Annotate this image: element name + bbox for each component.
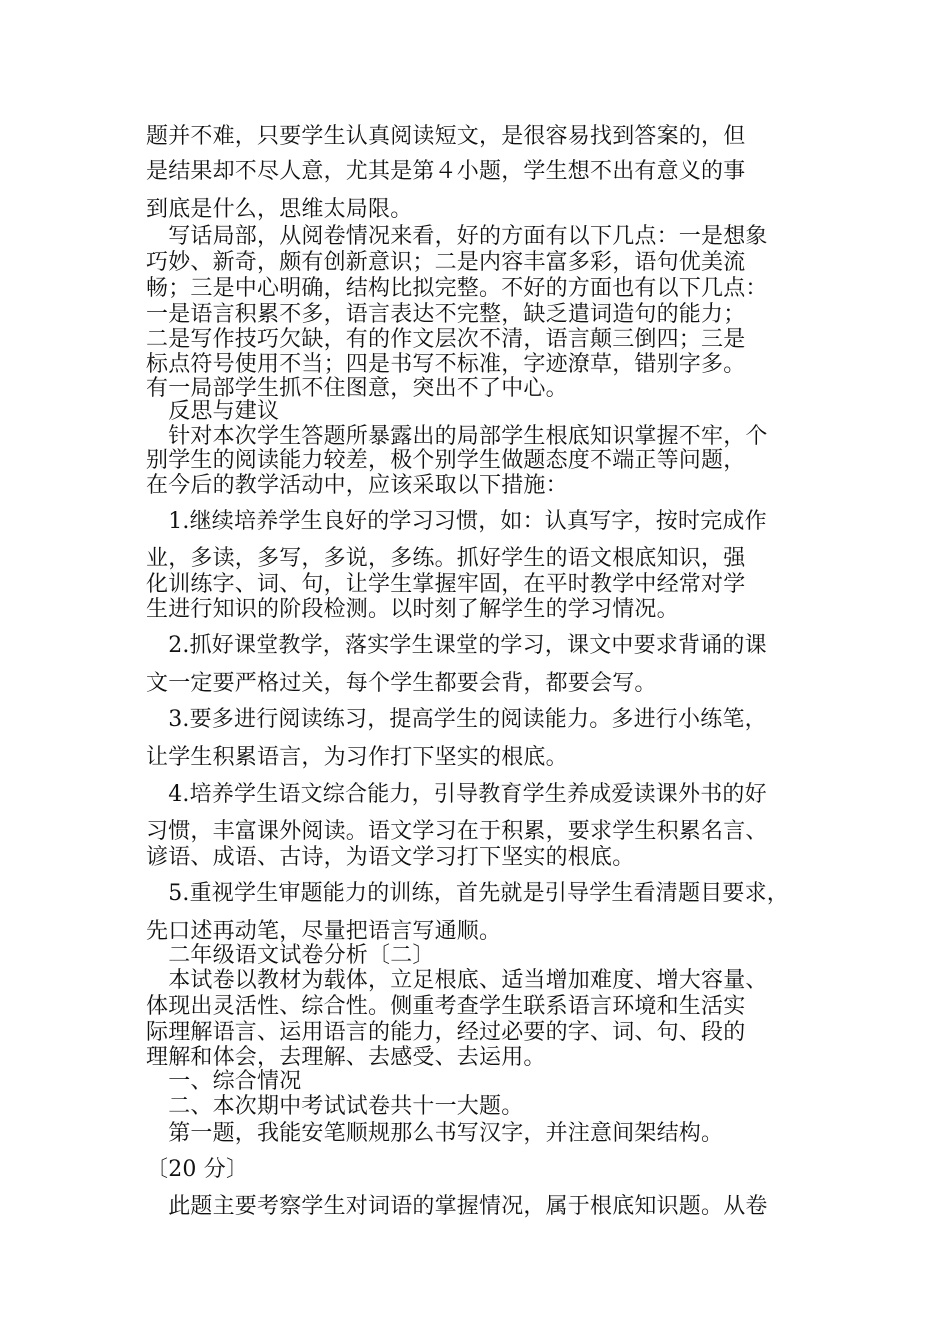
text-line: 一是语言积累不多，语言表达不完整，缺乏遣词造句的能力； — [146, 302, 746, 327]
text-line: 写话局部，从阅卷情况来看，好的方面有以下几点：一是想象 — [146, 224, 768, 249]
text-line: 3.要多进行阅读练习，提高学生的阅读能力。多进行小练笔， — [146, 707, 767, 732]
section-heading: 反思与建议 — [146, 399, 280, 424]
text-line: 习惯，丰富课外阅读。语文学习在于积累，要求学生积累名言、 — [146, 819, 768, 844]
text-line: 生进行知识的阶段检测。以时刻了解学生的学习情况。 — [146, 597, 679, 622]
text-line: 化训练字、词、句，让学生掌握牢固，在平时教学中经常对学 — [146, 572, 746, 597]
text-line: 业，多读，多写，多说，多练。抓好学生的语文根底知识，强 — [146, 546, 746, 571]
text-line: 有一局部学生抓不住图意，突出不了中心。 — [146, 376, 568, 401]
section-heading: 二年级语文试卷分析〔二〕 — [146, 943, 435, 968]
text-line: 针对本次学生答题所暴露出的局部学生根底知识掌握不牢，个 — [146, 424, 768, 449]
text-line: 到底是什么，思维太局限。 — [146, 197, 413, 222]
text-line: 5.重视学生审题能力的训练，首先就是引导学生看清题目要求， — [146, 881, 789, 906]
text-line: 本试卷以教材为载体，立足根底、适当增加难度、增大容量、 — [146, 968, 768, 993]
text-line: 谚语、成语、古诗，为语文学习打下坚实的根底。 — [146, 845, 635, 870]
text-line: 第一题，我能安笔顺规那么书写汉字，并注意间架结构。 — [146, 1121, 724, 1146]
text-line: 体现出灵活性、综合性。侧重考查学生联系语言环境和生活实 — [146, 994, 746, 1019]
text-line: 标点符号使用不当；四是书写不标准，字迹潦草，错别字多。 — [146, 352, 746, 377]
text-line: 是结果却不尽人意，尤其是第４小题，学生想不出有意义的事 — [146, 159, 746, 184]
text-line: 2.抓好课堂教学，落实学生课堂的学习，课文中要求背诵的课 — [146, 633, 767, 658]
text-line: 4.培养学生语文综合能力，引导教育学生养成爱读课外书的好 — [146, 782, 767, 807]
text-line: 此题主要考察学生对词语的掌握情况，属于根底知识题。从卷 — [146, 1194, 768, 1219]
text-line: 际理解语言、运用语言的能力，经过必要的字、词、句、段的 — [146, 1020, 746, 1045]
text-line: 二、本次期中考试试卷共十一大题。 — [146, 1094, 524, 1119]
text-line: 1.继续培养学生良好的学习习惯，如：认真写字，按时完成作 — [146, 509, 767, 534]
text-line: 先口述再动笔，尽量把语言写通顺。 — [146, 919, 502, 944]
text-line: 文一定要严格过关，每个学生都要会背，都要会写。 — [146, 671, 657, 696]
text-line: 〔20 分〕 — [146, 1157, 249, 1182]
text-line: 畅；三是中心明确，结构比拟完整。不好的方面也有以下几点： — [146, 276, 768, 301]
text-line: 在今后的教学活动中，应该采取以下措施： — [146, 473, 568, 498]
text-line: 巧妙、新奇，颇有创新意识；二是内容丰富多彩，语句优美流 — [146, 250, 746, 275]
text-line: 别学生的阅读能力较差，极个别学生做题态度不端正等问题， — [146, 448, 746, 473]
text-line: 二是写作技巧欠缺，有的作文层次不清，语言颠三倒四；三是 — [146, 327, 746, 352]
text-line: 让学生积累语言，为习作打下坚实的根底。 — [146, 745, 568, 770]
text-line: 题并不难，只要学生认真阅读短文，是很容易找到答案的，但 — [146, 124, 746, 149]
text-line: 理解和体会，去理解、去感受、去运用。 — [146, 1045, 546, 1070]
section-heading: 一、综合情况 — [146, 1069, 302, 1094]
